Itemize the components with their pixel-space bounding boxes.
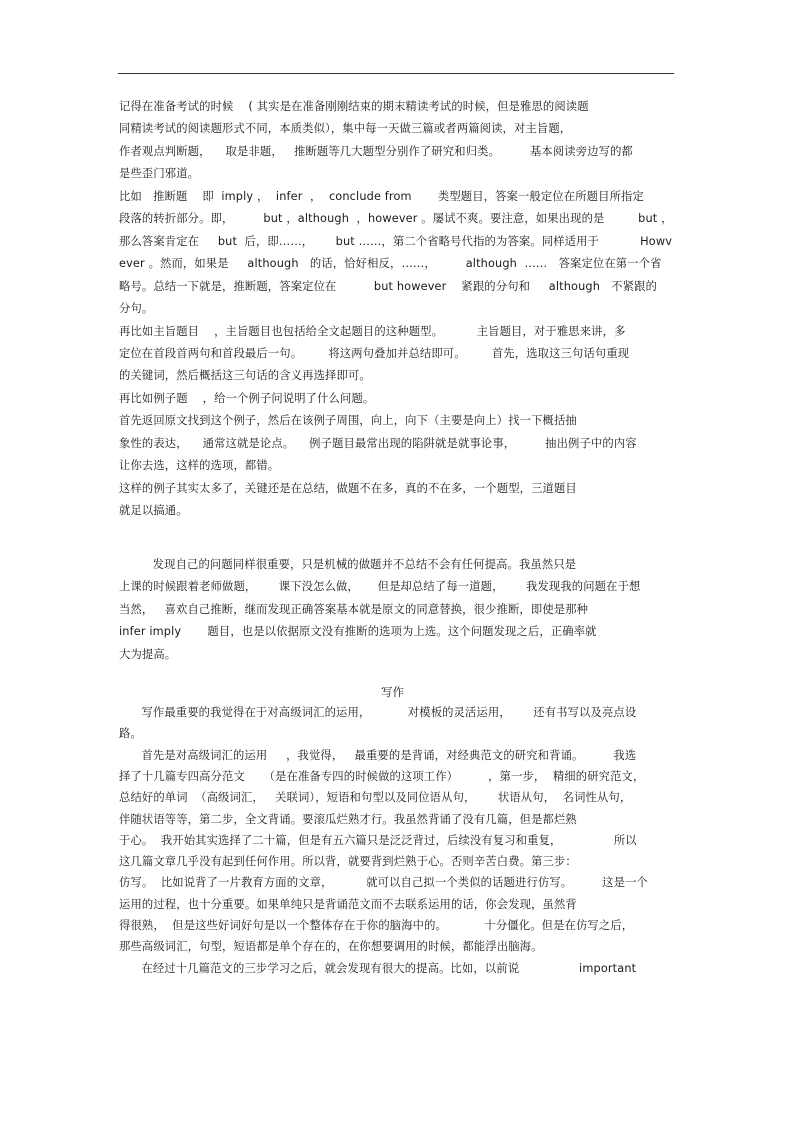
text-line: 大为提高。 [119, 647, 177, 661]
text-line: 分句。 [119, 302, 154, 316]
text-line: 再比如主旨题目 ，主旨题目也包括给全文起题目的这种题型。 主旨题目，对于雅思来讲，多 [119, 324, 626, 338]
text-line: 再比如例子题 ，给一个例子问说明了什么问题。 [119, 391, 375, 405]
text-line: 让你去选，这样的选项，都错。 [119, 459, 280, 473]
text-line: 作者观点判断题， 取是非题， 推断题等几大题型分别作了研究和归类。 基本阅读旁边写的都 [119, 144, 633, 158]
text-line: 择了十几篇专四高分范文 （是在准备专四的时候做的这项工作） ，第一步， 精细的研究范文， [119, 769, 645, 783]
writing-heading: 写作 [381, 685, 404, 699]
text-line: 定位在首段首两句和首段最后一句。 将这两句叠加并总结即可。 首先，选取这三句话句重现 [119, 346, 630, 360]
text-line: 上课的时候跟着老师做题， 课下没怎么做， 但是却总结了每一道题， 我发现我的问题在于想 [119, 580, 641, 594]
text-line: infer imply 题目，也是以依据原文没有推断的选项为上选。这个问题发现之后，正确率就 [119, 625, 597, 639]
text-line: 首先返回原文找到这个例子，然后在该例子周围，向上，向下（主要是向上）找一下概括抽 [119, 414, 577, 428]
text-line: 这几篇文章几乎没有起到任何作用。所以背，就要背到烂熟于心。否则辛苦白费。第三步： [119, 855, 577, 869]
text-line: 同精读考试的阅读题形式不同，本质类似），集中每一天做三篇或者两篇阅读，对主旨题， [119, 122, 572, 136]
text-line: 于心。 我开始其实选择了二十篇，但是有五六篇只是泛泛背过，后续没有复习和重复， 所以 [119, 833, 637, 847]
text-line: 运用的过程，也十分重要。如果单纯只是背诵范文而不去联系运用的话，你会发现，虽然背 [119, 897, 577, 911]
text-line: 记得在准备考试的时候 ( 其实是在准备刚刚结束的期末精读考试的时候，但是雅思的阅读题 [119, 100, 589, 113]
text-line: 首先是对高级词汇的运用 ，我觉得， 最重要的是背诵，对经典范文的研究和背诵。 我选 [119, 748, 637, 762]
text-line: 是些歪门邪道。 [119, 167, 200, 181]
text-line: 当然， 喜欢自己推断，继而发现正确答案基本就是原文的同意替换，很少推断，即使是那种 [119, 602, 589, 616]
text-line: 总结好的单词 （高级词汇， 关联词），短语和句型以及同位语从句， 状语从句， 名词性从句， [119, 791, 632, 805]
text-line: 在经过十几篇范文的三步学习之后，就会发现有很大的提高。比如，以前说 important [119, 961, 637, 975]
text-line: 略号。总结一下就是，推断题，答案定位在 but however 紧跟的分句和 although 不紧跟的 [119, 279, 658, 293]
text-line: 这样的例子其实太多了，关键还是在总结，做题不在多，真的不在多，一个题型，三道题目 [119, 481, 577, 495]
text-line: 那么答案肯定在 but 后，即……， but ……，第二个省略号代指的为答案。同样适用于 Howv [119, 234, 673, 248]
text-line: 伴随状语等等，第二步，全文背诵。要滚瓜烂熟才行。我虽然背诵了没有几篇，但是都烂熟 [119, 812, 577, 826]
text-line: 象性的表达， 通常这就是论点。 例子题目最常出现的陷阱就是就事论事， 抽出例子中的内容 [119, 436, 637, 450]
text-line: 仿写。 比如说背了一片教育方面的文章， 就可以自己拟一个类似的话题进行仿写。 这是一个 [119, 876, 648, 890]
text-line: 写作最重要的我觉得在于对高级词汇的运用， 对模板的灵活运用， 还有书写以及亮点设 [119, 706, 637, 719]
text-line: 的关键词，然后概括这三句话的含义再选择即可。 [119, 369, 371, 383]
text-line: 段落的转折部分。即， but ，although ，however 。屡试不爽。要注意，如果出现的是 but ， [119, 212, 673, 226]
header-rule [118, 73, 674, 74]
text-line: 比如 推断题 即 imply ， infer ， conclude from 类型题目，答案一般定位在所题目所指定 [119, 189, 644, 203]
text-line: 那些高级词汇，句型，短语都是单个存在的，在你想要调用的时候，都能浮出脑海。 [119, 940, 543, 954]
text-line: 路。 [119, 727, 142, 741]
text-line: 得很熟， 但是这些好词好句是以一个整体存在于你的脑海中的。 十分僵化。但是在仿写之后， [119, 919, 634, 932]
text-line: 就足以搞通。 [119, 504, 188, 518]
text-line: 发现自己的问题同样很重要，只是机械的做题并不总结不会有任何提高。我虽然只是 [119, 558, 577, 571]
text-line: ever 。然而，如果是 although 的话，恰好相反，……， although …… 答案定位在第一个省 [119, 257, 662, 271]
